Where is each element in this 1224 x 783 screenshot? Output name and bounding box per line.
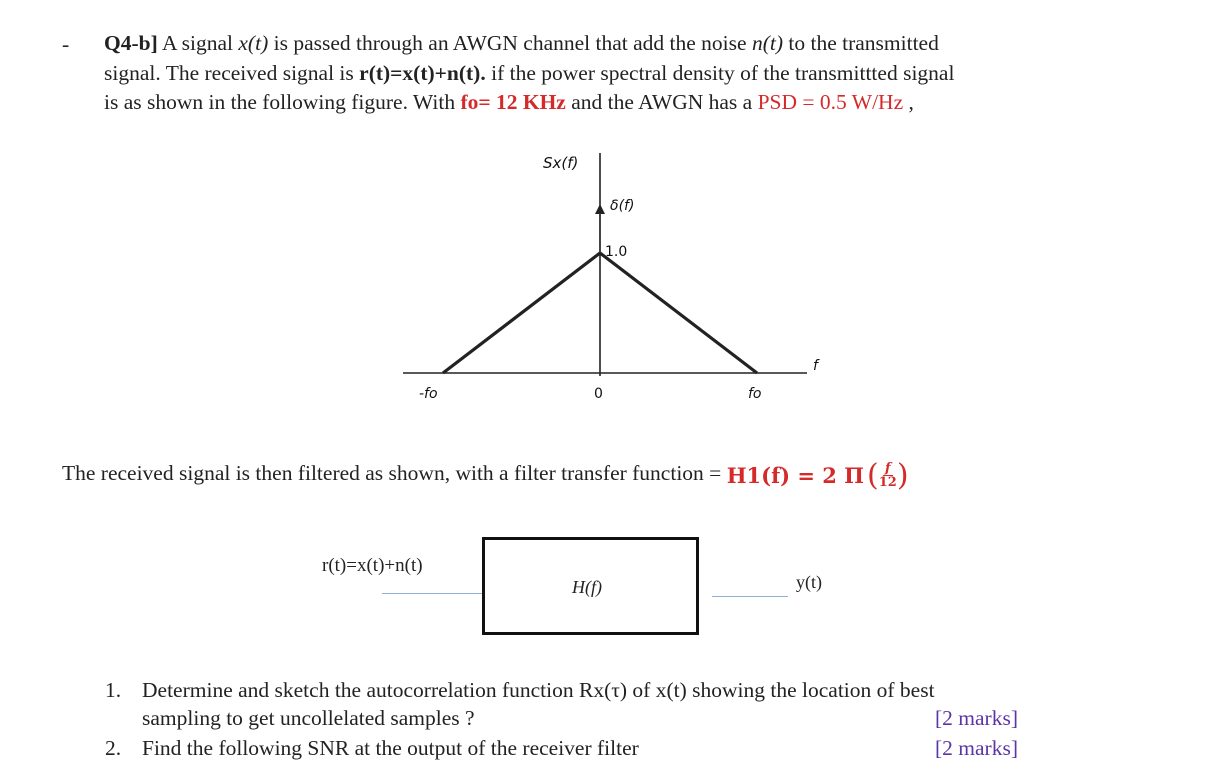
filter-function-lhs: H1(f) = 2 Π [726,462,865,488]
signal-x: x(t) [238,31,269,55]
question-text: signal. The received signal is [104,61,360,85]
task-2-marks: [2 marks] [935,736,1018,760]
psd-value: PSD = 0.5 W/Hz [757,90,904,114]
question-line-1 [104,29,939,58]
input-wire [382,593,482,594]
task-2-number: 2. [105,736,122,760]
paren-right: ) [896,457,909,493]
question-bullet: - [62,32,70,56]
received-signal-equation: r(t)=x(t)+n(t). [359,61,486,85]
filter-function [726,457,909,493]
output-signal-label: y(t) [796,572,822,592]
fraction-numerator: f [885,460,891,476]
fo-value: fo= 12 KHz [460,90,566,114]
question-text: if the power spectral density of the transmittted signal [485,61,955,85]
question-text: A signal [157,31,239,55]
question-number: Q4-b] [104,31,158,55]
output-wire [712,596,788,597]
input-signal-label: r(t)=x(t)+n(t) [322,555,423,576]
task-1-text-line-1: Determine and sketch the autocorrelation function Rx(τ) of x(t) showing the location of best [142,678,935,702]
tick-label-fo: fo [748,386,762,402]
impulse-arrow-icon [595,204,605,214]
question-text: is passed through an AWGN channel that add the noise [268,31,752,55]
task-2-text: Find the following SNR at the output of the receiver filter [142,736,639,760]
tick-label-zero: 0 [594,386,603,402]
tick-label-neg-fo: -fo [419,386,438,402]
filter-box-label: H(f) [572,577,602,597]
filter-text: The received signal is then filtered as shown, with a filter transfer function = [62,461,727,485]
question-line-3 [104,88,914,117]
question-text: to the transmitted [783,31,939,55]
psd-y-label: Sx(f) [543,154,579,172]
peak-label: 1.0 [605,244,628,260]
noise-n: n(t) [751,31,783,55]
paren-left: ( [867,457,879,493]
question-text: and the AWGN has a [565,90,758,114]
fraction-denominator: 12 [878,474,897,490]
psd-triangle-left [443,253,600,373]
psd-triangle-right [600,253,757,373]
fraction [879,462,897,489]
psd-figure [395,148,835,408]
task-1-marks: [2 marks] [935,706,1018,730]
question-line-2 [104,59,954,88]
task-1-text-line-2: sampling to get uncollelated samples ? [142,706,475,730]
question-text: , [903,90,914,114]
filter-sentence [62,457,909,493]
task-1-number: 1. [105,678,122,702]
question-text: is as shown in the following figure. With [104,90,461,114]
x-axis-label: f [813,358,818,374]
impulse-label: δ(f) [610,198,635,214]
